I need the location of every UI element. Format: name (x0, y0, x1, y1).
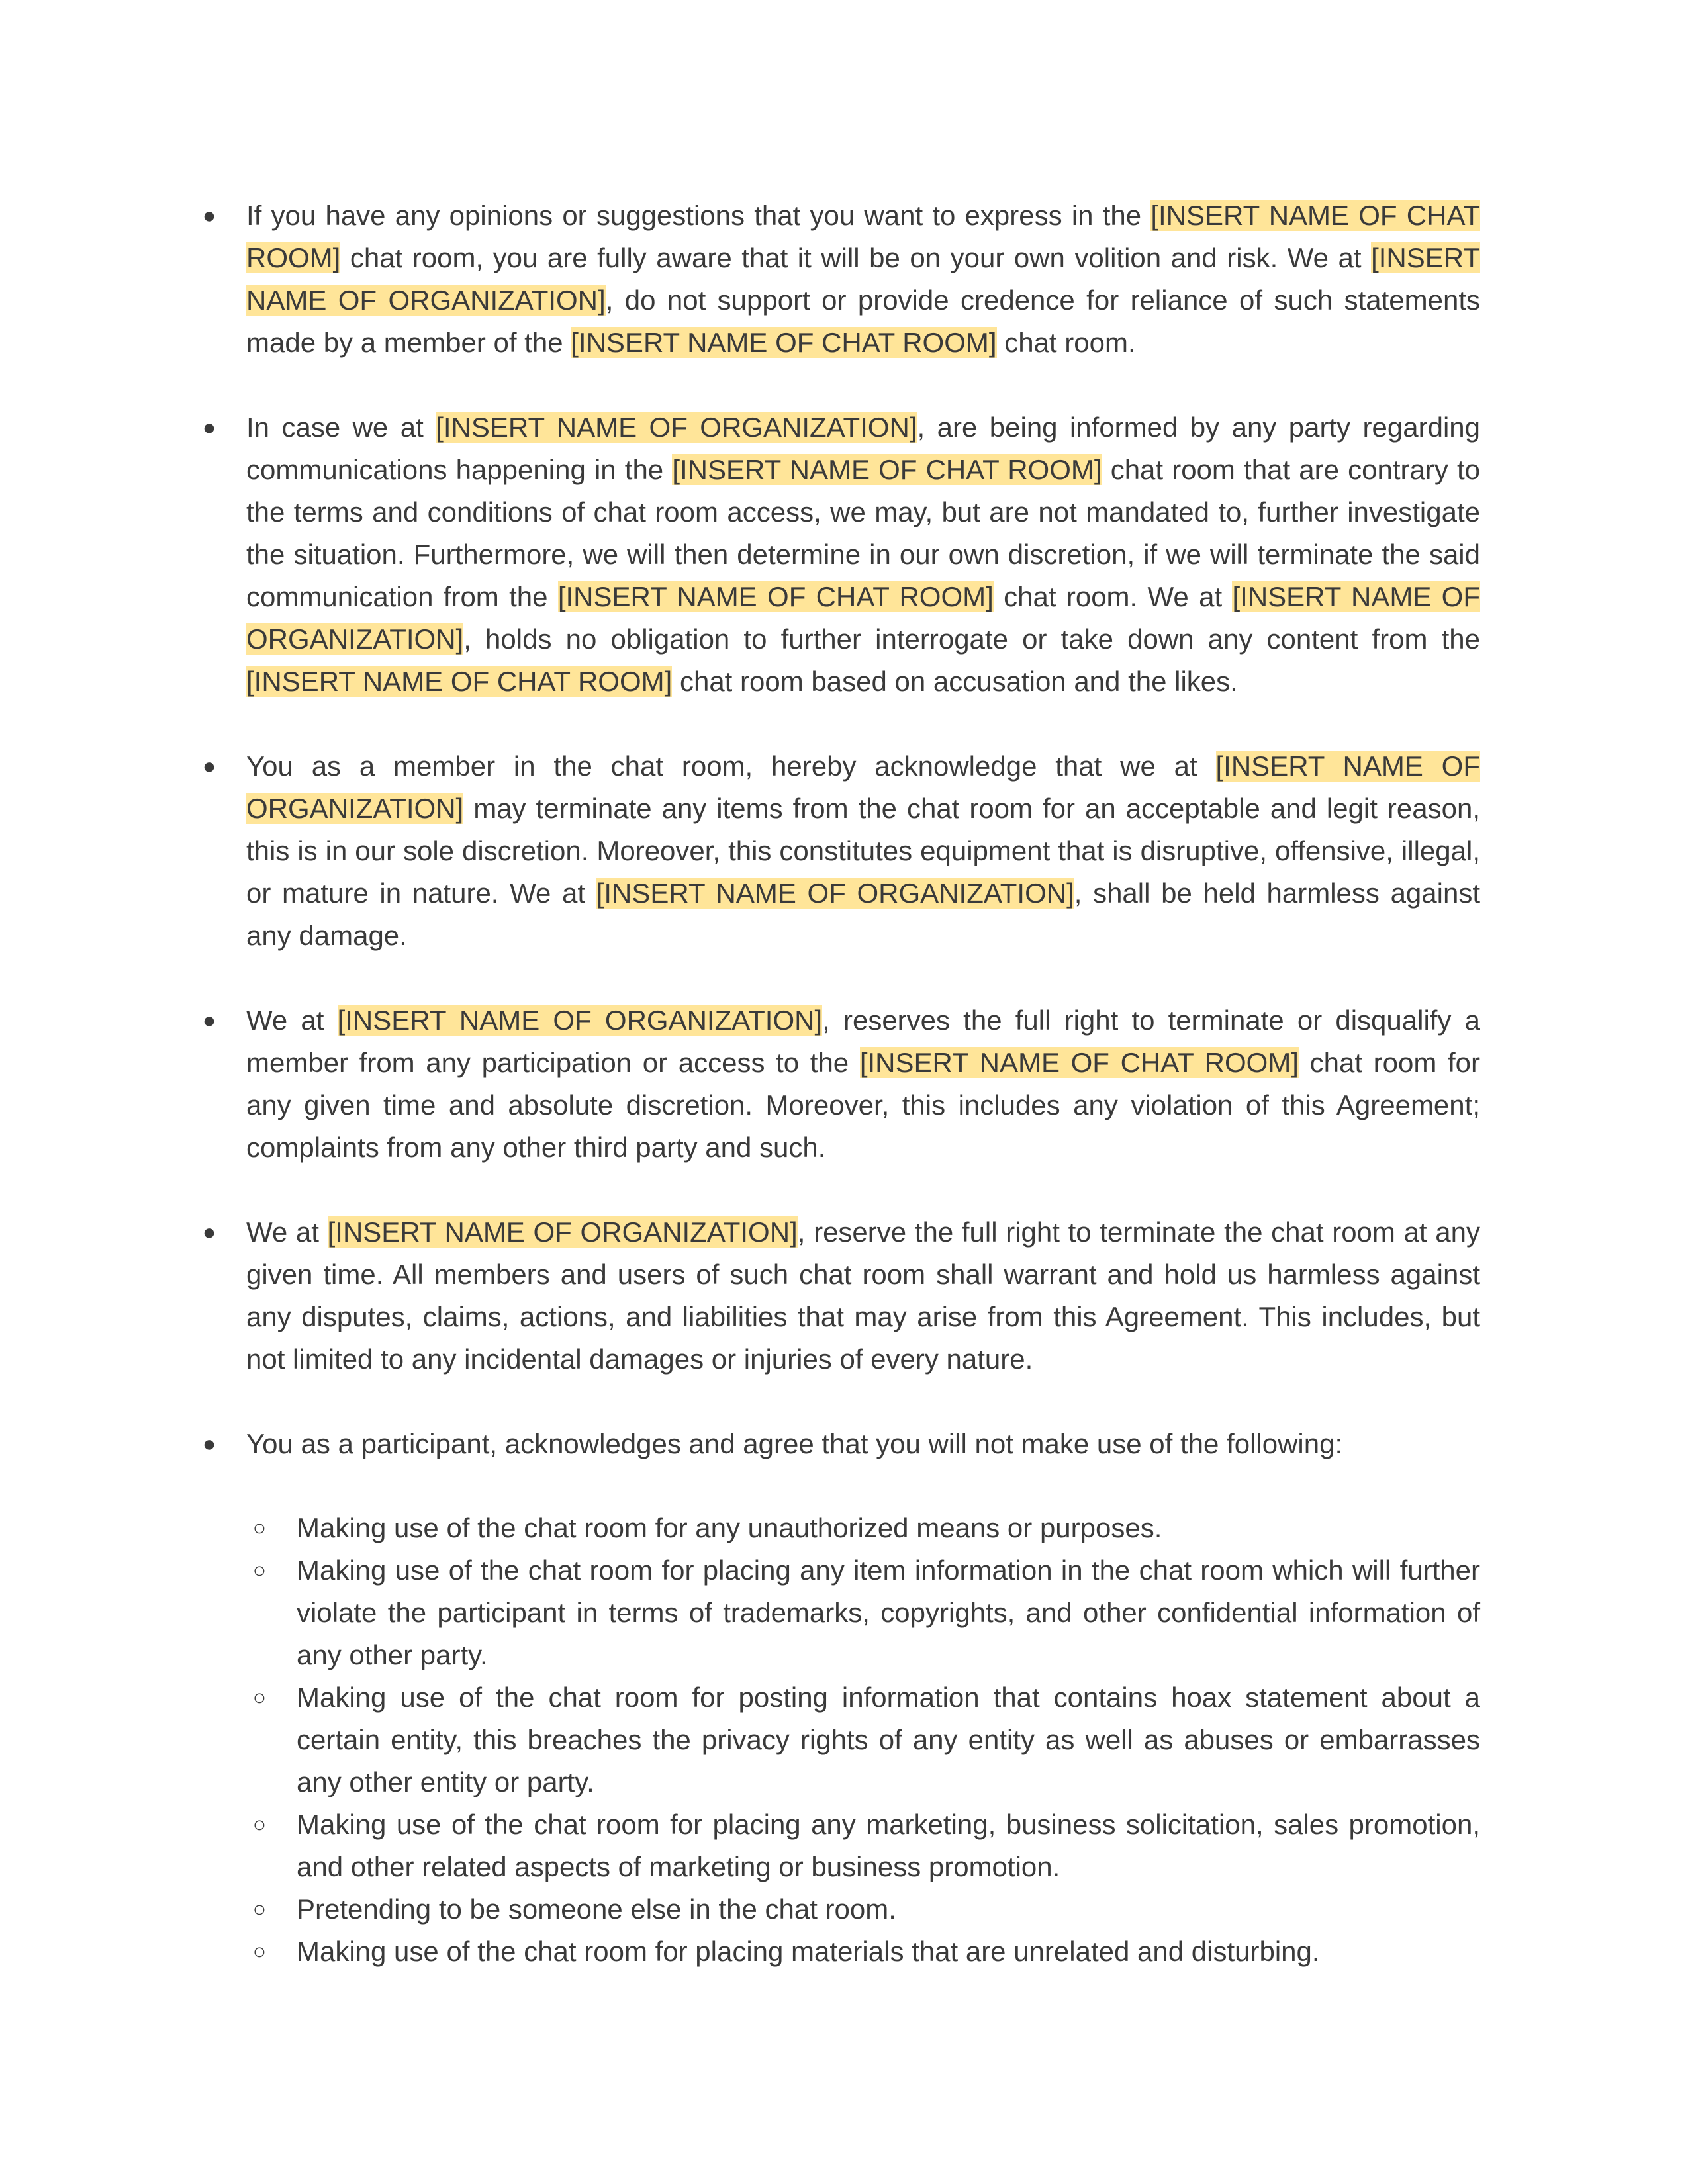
bullet-icon: ● (202, 754, 216, 779)
paragraph-text: may terminate any items from the chat room for an acceptable and legit reason, this is in our sole discretion. Moreover, this constitutes equipment that is disruptive, offensive, illegal, or mature in nature. We at (246, 793, 1480, 909)
placeholder-highlight: [INSERT NAME OF ORGANIZATION] (246, 581, 1480, 655)
bullet-icon: ● (202, 203, 216, 228)
list-item-text: Making use of the chat room for placing any marketing, business solicitation, sales promotion, and other related aspects of marketing or business promotion. (297, 1809, 1480, 1882)
bullet-paragraph-6 (202, 1423, 1480, 1465)
hollow-bullet-icon: ○ (252, 1558, 267, 1583)
paragraph-text: chat room, you are fully aware that it will be on your own volition and risk. We at (340, 242, 1372, 273)
paragraph-text: chat room that are contrary to the terms and conditions of chat room access, we may, but are not mandated to, further investigate the situation. Furthermore, we will then determine in our own discretion, if we will terminate the said communication from the (246, 454, 1481, 612)
paragraph-text: , reserve the full right to terminate the chat room at any given time. All members and users of such chat room shall warrant and hold us harmless against any disputes, claims, actions, and liabilities that may arise from this Agreement. This includes, but not limited to any incidental damages or injuries of every nature. (246, 1216, 1480, 1375)
hollow-bullet-icon: ○ (252, 1939, 267, 1964)
placeholder-highlight: [INSERT NAME OF ORGANIZATION] (246, 242, 1480, 316)
paragraph-text: , reserves the full right to terminate or disqualify a member from any participation or access to the (246, 1005, 1480, 1078)
list-item (252, 1931, 1480, 1973)
paragraph-text: chat room based on accusation and the likes. (672, 666, 1238, 697)
placeholder-highlight: [INSERT NAME OF CHAT ROOM] (859, 1047, 1299, 1078)
paragraph-text: chat room. We at (993, 581, 1233, 612)
placeholder-highlight: [INSERT NAME OF CHAT ROOM] (571, 327, 997, 358)
paragraph-text: We at (246, 1216, 328, 1248)
bullet-paragraph-2 (202, 406, 1481, 703)
paragraph-text: You as a participant, acknowledges and agree that you will not make use of the following: (246, 1428, 1343, 1459)
list-item (252, 1507, 1480, 1549)
list-item (252, 1803, 1480, 1888)
hollow-bullet-icon: ○ (252, 1897, 267, 1922)
paragraph-text: , are being informed by any party regarding communications happening in the (246, 412, 1480, 485)
bullet-paragraph-3 (202, 745, 1481, 957)
list-item-text: Pretending to be someone else in the chat room. (297, 1893, 896, 1925)
paragraph-text: , do not support or provide credence for reliance of such statements made by a member of the (246, 285, 1481, 358)
placeholder-highlight: [INSERT NAME OF ORGANIZATION] (596, 878, 1074, 909)
paragraph-text: , holds no obligation to further interrogate or take down any content from the (463, 623, 1480, 655)
placeholder-highlight: [INSERT NAME OF CHAT ROOM] (557, 581, 994, 612)
bullet-paragraph-5 (202, 1211, 1480, 1381)
list-item-text: Making use of the chat room for placing any item information in the chat room which will further violate the participant in terms of trademarks, copyrights, and other confidential information of any other party. (297, 1555, 1480, 1670)
prohibited-uses-list (246, 1507, 1480, 1973)
paragraph-text: In case we at (246, 412, 436, 443)
placeholder-highlight: [INSERT NAME OF ORGANIZATION] (327, 1216, 798, 1248)
bullet-paragraph-1 (202, 195, 1481, 364)
placeholder-highlight: [INSERT NAME OF CHAT ROOM] (246, 200, 1480, 273)
list-item (252, 1676, 1480, 1803)
bullet-icon: ● (202, 1008, 216, 1033)
document-body (202, 195, 1481, 1973)
placeholder-highlight: [INSERT NAME OF CHAT ROOM] (672, 454, 1102, 485)
placeholder-highlight: [INSERT NAME OF ORGANIZATION] (246, 751, 1480, 824)
placeholder-highlight: [INSERT NAME OF ORGANIZATION] (436, 412, 917, 443)
list-item (252, 1888, 1480, 1931)
hollow-bullet-icon: ○ (252, 1812, 267, 1837)
bullet-icon: ● (202, 1432, 216, 1457)
paragraph-text: We at (246, 1005, 338, 1036)
bullet-paragraph-4 (202, 999, 1480, 1169)
placeholder-highlight: [INSERT NAME OF ORGANIZATION] (337, 1005, 823, 1036)
paragraph-text: , shall be held harmless against any damage. (246, 878, 1481, 951)
paragraph-text: You as a member in the chat room, hereby acknowledge that we at (246, 751, 1216, 782)
list-item-text: Making use of the chat room for any unauthorized means or purposes. (297, 1512, 1162, 1543)
paragraph-text: If you have any opinions or suggestions that you want to express in the (246, 200, 1151, 231)
paragraph-text: chat room. (996, 327, 1136, 358)
hollow-bullet-icon: ○ (252, 1685, 267, 1710)
placeholder-highlight: [INSERT NAME OF CHAT ROOM] (246, 666, 673, 697)
list-item (252, 1549, 1480, 1676)
list-item-text: Making use of the chat room for posting information that contains hoax statement about a certain entity, this breaches the privacy rights of any entity as well as abuses or embarrasses any other entity or party. (297, 1682, 1480, 1797)
list-item-text: Making use of the chat room for placing materials that are unrelated and disturbing. (297, 1936, 1320, 1967)
hollow-bullet-icon: ○ (252, 1516, 267, 1541)
bullet-icon: ● (202, 1220, 216, 1245)
paragraph-text: chat room for any given time and absolute discretion. Moreover, this includes any violation of this Agreement; complaints from any other third party and such. (246, 1047, 1480, 1163)
bullet-icon: ● (202, 415, 216, 440)
